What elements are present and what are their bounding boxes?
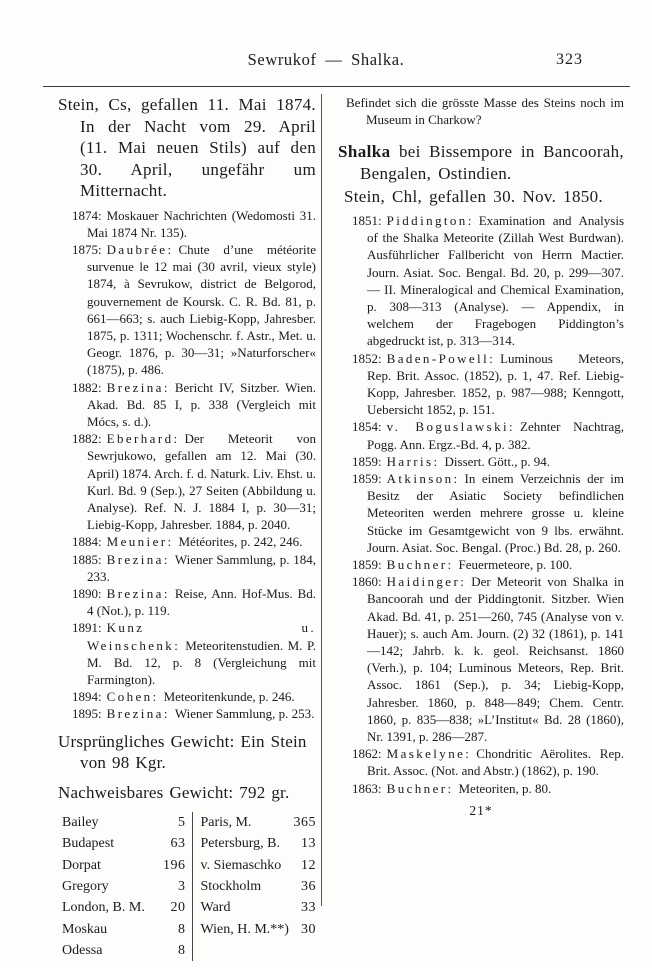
reference-text: Moskauer Nachrichten (Wedomosti 31. Mai 1874 Nr. 135).	[87, 207, 316, 240]
reference-author: Eberhard:	[106, 431, 180, 447]
reference-text: Météorites, p. 242, 246.	[178, 534, 303, 550]
reference-item	[72, 585, 316, 619]
reference-item	[352, 573, 624, 745]
collection-weight: 13	[301, 836, 316, 852]
reference-list-left	[58, 207, 316, 723]
reference-item	[352, 745, 624, 779]
distribution-table	[62, 812, 316, 961]
reference-text: Dissert. Gött., p. 94.	[444, 453, 550, 469]
column-divider	[321, 94, 322, 906]
collection-name: Gregory	[62, 878, 109, 894]
reference-item	[72, 207, 316, 241]
reference-year: 1851:	[352, 212, 382, 228]
reference-author: Cohen:	[106, 689, 159, 705]
reference-year: 1859:	[352, 453, 382, 469]
reference-text: Meteoriten, p. 80.	[458, 780, 552, 796]
table-row	[62, 855, 185, 876]
reference-author: Buchner:	[386, 556, 454, 572]
reference-item	[352, 556, 624, 573]
reference-author: Brezina:	[106, 551, 170, 567]
signature-mark: 21*	[469, 802, 493, 818]
reference-item	[72, 688, 316, 705]
table-row	[200, 833, 316, 854]
reference-year: 1884:	[72, 534, 102, 550]
distribution-table-left	[62, 812, 193, 961]
running-title: Sewrukof — Shalka.	[247, 50, 405, 69]
reference-author: Brezina:	[106, 379, 170, 395]
reference-text: Der Meteorit von Shalka in Bancoorah und der Piddingtonit. Sitzber. Wien Akad. Bd. 41, p. 251—260, 745 (Analyse von v. Hauer); s. auch Am. Journ. (2) 32 (1861), p. 141—142; Jahrb. k. k. geol. Reichsanst. 1860 (Verh.), p. 104; Luminous Meteors, Rep. Brit. Assoc. 1861 (Sep.), p. 34; Liebig-Kopp, Jahresber. 1860, p. 848—849; Chem. Centr. 1860, p. 835—838; »L’Institut« Bd. 28 (1860), Nr. 1391, p. 286—287.	[367, 574, 624, 744]
reference-text: Luminous Meteors, Rep. Brit. Assoc. (1852), p. 1, 47. Ref. Liebig-Kopp, Jahresber. 1852, p. 987—988; Kenngott, Uebersicht 1852, p. 151.	[367, 350, 624, 418]
table-row	[200, 919, 316, 940]
collection-weight: 20	[170, 900, 186, 916]
collection-weight: 30	[301, 921, 316, 937]
collection-name: Bailey	[62, 815, 99, 831]
reference-year: 1863:	[352, 780, 382, 796]
reference-item	[72, 533, 316, 550]
reference-text: Feuermeteore, p. 100.	[458, 556, 573, 572]
reference-text: Bericht IV, Sitzber. Wien. Akad. Bd. 85 I, p. 338 (Vergleich mit Mócs, s. d.).	[87, 379, 316, 429]
table-row	[200, 855, 316, 876]
continuation-question: Befindet sich die grösste Masse des Steins noch im Museum in Charkow?	[346, 95, 624, 128]
collection-name: Moskau	[62, 921, 108, 937]
table-row	[200, 812, 316, 833]
table-row	[62, 812, 185, 833]
reference-year: 1859:	[352, 470, 382, 486]
reference-text: Reise, Ann. Hof-Mus. Bd. 4 (Not.), p. 119.	[87, 585, 316, 619]
reference-text: Wiener Sammlung, p. 184, 233.	[87, 551, 316, 584]
reference-year: 1882:	[72, 379, 102, 395]
collection-weight: 365	[293, 815, 316, 831]
page-number: 323	[556, 51, 583, 68]
reference-item	[352, 453, 624, 470]
reference-text: Meteoritenkunde, p. 246.	[163, 689, 295, 705]
collection-weight: 12	[301, 857, 316, 873]
reference-item	[352, 780, 624, 797]
reference-text: Zehnter Nachtrag, Pogg. Ann. Ergz.-Bd. 4, p. 382.	[367, 419, 624, 452]
reference-year: 1890:	[72, 585, 102, 601]
reference-item	[72, 430, 316, 533]
reference-author: Harris:	[386, 453, 440, 469]
table-row	[62, 940, 185, 961]
collection-weight: 5	[177, 815, 186, 831]
weight-original: Ursprüngliches Gewicht: Ein Stein von 98 Kgr.	[58, 731, 307, 773]
collection-name: Ward	[200, 900, 231, 916]
reference-author: Maskelyne:	[386, 746, 472, 762]
headword-shalka: Shalka	[338, 142, 391, 162]
left-column	[58, 94, 316, 961]
reference-author: Brezina:	[106, 706, 170, 722]
table-row	[62, 897, 185, 918]
reference-author: Piddington:	[386, 212, 474, 228]
reference-text: Examination and Analysis of the Shalka Meteorite (Zillah West Burdwan). Ausführlicher Fallbericht von Herrn Mactier. Journ. Asiat. Soc. Bengal. Bd. 20, p. 299—307. — II. Mineralogical and Chemical Examination, p. 308—313 (Analyse). — Appendix, in welchem der Fragebogen Piddington’s abgedruckt ist, p. 313—314.	[367, 212, 624, 349]
table-row	[62, 833, 185, 854]
reference-year: 1891:	[72, 620, 102, 636]
reference-item	[72, 379, 316, 431]
reference-year: 1875:	[72, 241, 102, 257]
collection-name: Wien, H. M.**)	[200, 921, 289, 937]
reference-text: Der Meteorit von Sewrjukowo, gefallen am 12. Mai (30. April) 1874. Arch. f. d. Naturk. Liv. Ehst. u. Kurl. Bd. 9 (Sep.), 27 Seiten (Abbildung u. Analyse). Ref. N. J. 1884 I, p. 30—31; Liebig-Kopp, Jahresber. 1884, p. 2040.	[87, 431, 316, 533]
collection-weight: 8	[177, 921, 186, 937]
reference-year: 1885:	[72, 551, 102, 567]
text-columns	[58, 94, 624, 961]
reference-item	[352, 212, 624, 350]
collection-name: v. Siemaschko	[200, 857, 282, 873]
right-column	[338, 94, 624, 819]
reference-author: Haidinger:	[386, 574, 467, 590]
reference-item	[72, 551, 316, 585]
reference-text: Chute d’une météorite survenue le 12 mai (30 avril, vieux style) 1874, à Sevrukow, district de Belgorod, gouvernement de Koursk. C. R. Bd. 81, p. 661—663; s. auch Liebig-Kopp, Jahresber. 1875, p. 1311; Wochenschr. f. Astr., Met. u. Geogr. 1876, p. 30—31; »Naturforscher« (1875), p. 486.	[87, 241, 316, 378]
reference-author: Buchner:	[386, 780, 454, 796]
reference-author: Kunz u. Weinschenk:	[87, 620, 316, 653]
reference-author: Daubrée:	[106, 241, 174, 257]
collection-weight: 196	[162, 857, 186, 873]
reference-author: Meunier:	[106, 534, 174, 550]
collection-name: Paris, M.	[200, 815, 252, 831]
reference-item	[352, 418, 624, 452]
collection-weight: 33	[301, 900, 316, 916]
reference-author: Baden-Powell:	[386, 350, 496, 366]
reference-year: 1874:	[72, 207, 102, 223]
collection-name: London, B. M.	[62, 900, 145, 916]
distribution-table-right	[193, 812, 316, 961]
reference-year: 1860:	[352, 574, 382, 590]
reference-year: 1895:	[72, 706, 102, 722]
reference-item	[72, 705, 316, 722]
table-row	[200, 876, 316, 897]
reference-item	[72, 619, 316, 688]
reference-item	[352, 470, 624, 556]
collection-name: Petersburg, B.	[200, 836, 280, 852]
reference-text: In einem Verzeichnis der im Besitz der Asiatic Society befindlichen Meteoriten werden mehrere grosse u. kleine Stücke im Gesamtgewicht von 9 lbs. erwähnt. Journ. Asiat. Soc. Bengal. (Proc.) Bd. 28, p. 260.	[367, 470, 624, 555]
reference-author: Brezina:	[106, 585, 170, 601]
reference-year: 1882:	[72, 431, 102, 447]
entry-heading-sewrukof: Stein, Cs, gefallen 11. Mai 1874. In der Nacht vom 29. April (11. Mai neuen Stils) auf den 30. April, ungefähr um Mitternacht.	[58, 95, 316, 200]
reference-item	[352, 350, 624, 419]
collection-weight: 63	[170, 836, 186, 852]
collection-name: Odessa	[62, 942, 103, 958]
weight-verifiable: Nachweisbares Gewicht: 792 gr.	[58, 782, 290, 802]
reference-year: 1854:	[352, 419, 382, 435]
header-rule	[43, 86, 630, 87]
table-row	[200, 897, 316, 918]
collection-weight: 8	[177, 942, 186, 958]
reference-year: 1862:	[352, 746, 382, 762]
reference-year: 1894:	[72, 689, 102, 705]
reference-text: Chondritic Aërolites. Rep. Brit. Assoc. (Not. and Abstr.) (1862), p. 190.	[367, 746, 624, 779]
collection-name: Stockholm	[200, 878, 262, 894]
reference-item	[72, 241, 316, 379]
reference-text: Meteoritenstudien. M. P. M. Bd. 12, p. 8 (Vergleichung mit Farmington).	[87, 637, 316, 687]
table-row	[62, 876, 185, 897]
reference-author: Atkinson:	[386, 470, 460, 486]
entry-subheading-shalka: Stein, Chl, gefallen 30. Nov. 1850.	[344, 187, 603, 207]
reference-author: v. Boguslawski:	[386, 419, 515, 435]
reference-text: Wiener Sammlung, p. 253.	[174, 706, 315, 722]
headword-location: bei Bissempore in Bancoorah, Bengalen, Ostindien.	[360, 142, 624, 183]
table-row	[62, 919, 185, 940]
reference-year: 1859:	[352, 556, 382, 572]
entry-heading-shalka	[338, 141, 624, 184]
reference-list-right	[338, 212, 624, 797]
collection-name: Dorpat	[62, 857, 101, 873]
collection-weight: 36	[301, 878, 316, 894]
reference-year: 1852:	[352, 350, 382, 366]
collection-weight: 3	[177, 878, 186, 894]
collection-name: Budapest	[62, 836, 115, 852]
